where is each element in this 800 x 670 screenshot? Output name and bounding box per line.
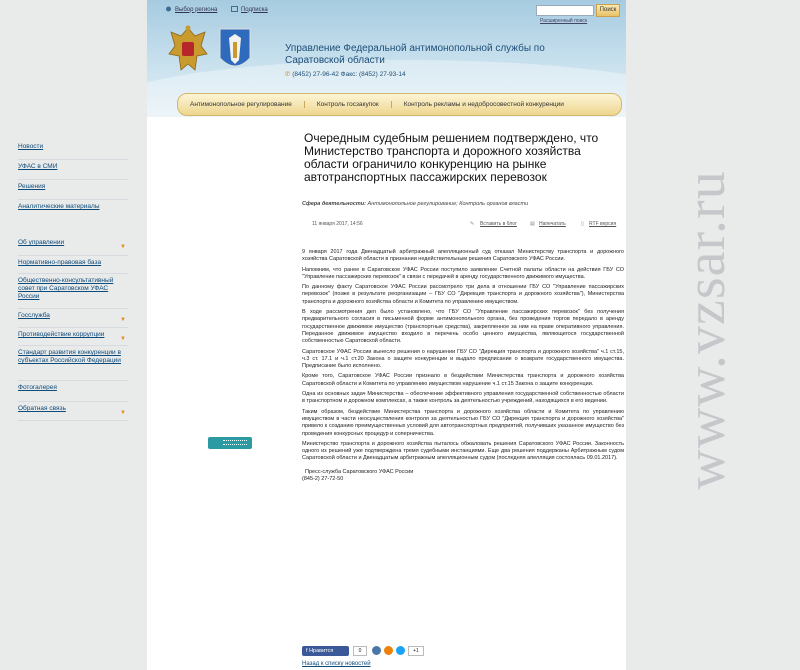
sidebar-item-news[interactable]	[18, 140, 128, 160]
phone-text: (8452) 27-96-42 Факс: (8452) 27-93-14	[292, 71, 406, 78]
chevron-down-icon: ▼	[120, 410, 126, 416]
blog-icon: ✎	[470, 221, 475, 227]
sidebar-item-label: Общественно-консультативный совет при Саратовском УФАС России	[18, 277, 114, 300]
search-button[interactable]: Поиск	[596, 4, 620, 17]
odnoklassniki-icon[interactable]	[384, 646, 393, 655]
vk-icon[interactable]	[372, 646, 381, 655]
sidebar-item-decisions[interactable]	[18, 180, 128, 200]
chevron-down-icon: ▼	[120, 336, 126, 342]
document-icon: ▯	[581, 221, 584, 227]
phone-icon: ✆	[285, 71, 293, 78]
twitter-icon[interactable]	[396, 646, 405, 655]
select-region-link[interactable]: Выбор региона	[175, 6, 218, 13]
sidebar-item-label: Противодействие коррупции	[18, 331, 105, 338]
sidebar-item-analytics[interactable]	[18, 200, 128, 236]
article-paragraph: По данному факту Саратовское УФАС России рассмотрело три дела в отношении ГБУ СО "Управление пассажирских перевозок" (позже в результате реорганизации – ГБУ СО "Дирекция транспорта и дорожного хозяйства"), Министерства транспорта и дорожного хозяйства области и Комитета по управлению имуществом.	[302, 284, 624, 305]
sidebar-item-standard[interactable]	[18, 346, 128, 381]
sidebar-item-gallery[interactable]	[18, 381, 128, 402]
facebook-like-button[interactable]	[302, 646, 349, 656]
sidebar-item-about[interactable]	[18, 236, 128, 256]
nav-procurement[interactable]: Контроль госзакупок	[305, 101, 392, 108]
sidebar-item-label: Новости	[18, 143, 44, 150]
advanced-search-link[interactable]: Расширенный поиск	[540, 18, 588, 24]
sidebar-item-label: Стандарт развития конкуренции в субъектах Российской Федерации	[18, 349, 121, 364]
mail-icon	[231, 6, 238, 12]
accessibility-badge[interactable]	[208, 437, 252, 449]
nav-advertising[interactable]: Контроль рекламы и недобросовестной конкуренции	[403, 101, 564, 108]
scope-value: Антимонопольное регулирование; Контроль органов власти	[367, 201, 529, 207]
sidebar-item-feedback[interactable]	[18, 402, 128, 421]
organization-name: Управление Федеральной антимонопольной службы по Саратовской области	[285, 43, 545, 66]
sidebar-item-legal[interactable]	[18, 256, 128, 274]
plus-count[interactable]: +1	[408, 646, 424, 656]
sidebar-item-council[interactable]	[18, 274, 128, 309]
chevron-down-icon: ▼	[120, 244, 126, 250]
sidebar-item-label: УФАС в СМИ	[18, 163, 58, 170]
subscribe-link[interactable]: Подписка	[240, 6, 268, 13]
blog-link[interactable]: Вставить в блог	[480, 221, 517, 227]
top-links	[165, 6, 280, 13]
search-input[interactable]	[536, 5, 594, 16]
sidebar-item-label: Аналитические материалы	[18, 203, 100, 210]
sidebar-item-label: Решения	[18, 183, 46, 190]
share-bar	[302, 645, 429, 656]
like-count: 0	[353, 646, 367, 656]
article-date: 11 января 2017, 14:56	[312, 221, 363, 227]
article-title: Очередным судебным решением подтверждено, что Министерство транспорта и дорожного хозяйства области ограничило конкуренцию на рынке автотранспортных пассажирских перевозок	[304, 131, 599, 184]
article-paragraph: Напомним, что ранее в Саратовское УФАС России поступило заявление Счетной палаты области на действия ГБУ СО "Управление пассажирских перевозок" в связи с передачей в аренду государственного движимого имущества.	[302, 266, 624, 280]
article-meta	[302, 221, 623, 231]
sidebar-item-label: Об управлении	[18, 239, 65, 246]
article-signature: Пресс-служба Саратовского УФАС России	[305, 468, 414, 475]
article-paragraph: В ходе рассмотрения дел было установлено, что ГБУ СО "Управление пассажирских перевозок" без получения предварительного согласия в письменной форме антимонопольного органа, без проведения торгов передало в аренду государственное движимое имущество (транспортные средства), закрепленное за ним на праве оперативного управления. Переданное движимое имущество входило в перечень особо ценного имущества, являющегося государственной собственностью Саратовской области.	[302, 309, 624, 345]
sidebar-item-label: Госслужба	[18, 312, 50, 319]
like-label: Нравится	[309, 647, 334, 654]
watermark: www.vzsar.ru	[675, 170, 737, 490]
print-link[interactable]: Напечатать	[539, 221, 566, 227]
sidebar-item-label: Обратная связь	[18, 405, 66, 412]
article-signature-phone: (845-2) 27-72-50	[302, 476, 344, 483]
nav-antimonopoly[interactable]: Антимонопольное регулирование	[178, 101, 305, 108]
article-paragraph: Кроме того, Саратовское УФАС России признало в бездействии Министерства транспорта и дорожного хозяйства Саратовской области и Комитета по управлению имуществом нарушение ч.1 ст.15 Закона о защите конкуренции.	[302, 373, 624, 387]
article-paragraph: Таким образом, бездействие Министерства транспорта и дорожного хозяйства области и Комитета по управлению имуществом в части неосуществления контроля за деятельностью ГБУ СО "Дирекция транспорта и дорожного хозяйства" привело к созданию преимущественных условий для автотранспортных предприятий, получивших указанное имущество без проведения конкурсных процедур и соперничества.	[302, 408, 624, 437]
rtf-link[interactable]: RTF версия	[589, 221, 617, 227]
sidebar-item-label: Фотогалерея	[18, 384, 57, 391]
coat-of-arms-icon	[167, 24, 209, 76]
article-scope	[302, 201, 528, 207]
article-main	[302, 132, 624, 184]
chevron-down-icon: ▼	[120, 317, 126, 323]
region-flag-icon	[219, 28, 251, 74]
facebook-icon: f	[306, 647, 310, 654]
badge-icon	[223, 440, 247, 445]
article-paragraph: Саратовское УФАС России вынесло решения о нарушении ГБУ СО "Дирекция транспорта и дорожного хозяйства" ч.1 ст.15, ч.3 ст. 17.1 и ч.1 ст.20 Закона о защите конкуренции и выдало предписание о возврате государственного имущества. Предписание было исполнено.	[302, 348, 624, 370]
sidebar	[18, 140, 128, 421]
article-paragraph: 9 января 2017 года Двенадцатый арбитражный апелляционный суд отказал Министерству транспорта и дорожного хозяйства Саратовской области в признании недействительным решения Саратовского УФАС России.	[302, 249, 624, 263]
back-to-news-link[interactable]: Назад к списку новостей	[302, 661, 371, 667]
article-paragraph: Министерство транспорта и дорожного хозяйства пыталось обжаловать решения Саратовского УФАС России. Законность одного из решений уже подтверждена тремя судебными инстанциями. Еще два решения поддержаны Арбитражным судом Саратовской области и Двенадцатым арбитражным апелляционным судом (последняя апелляция состоялась 09.01.2017).	[302, 440, 624, 462]
sidebar-item-label: Нормативно-правовая база	[18, 259, 102, 266]
article-body	[302, 249, 624, 486]
region-icon	[165, 6, 172, 12]
article-paragraph: Одна из основных задач Министерства – обеспечение эффективного управления государственной собственностью области в транспортном и дорожном комплексах, а также контроль за деятельностью учреждений, находящихся в его ведении.	[302, 391, 624, 405]
print-icon: ▤	[530, 221, 535, 227]
main-nav	[177, 93, 622, 116]
contact-phones	[285, 70, 406, 78]
sidebar-item-anticorruption[interactable]	[18, 328, 128, 346]
scope-label: Сфера деятельности:	[302, 201, 366, 207]
sidebar-item-civil-service[interactable]	[18, 309, 128, 328]
sidebar-item-media[interactable]	[18, 160, 128, 180]
